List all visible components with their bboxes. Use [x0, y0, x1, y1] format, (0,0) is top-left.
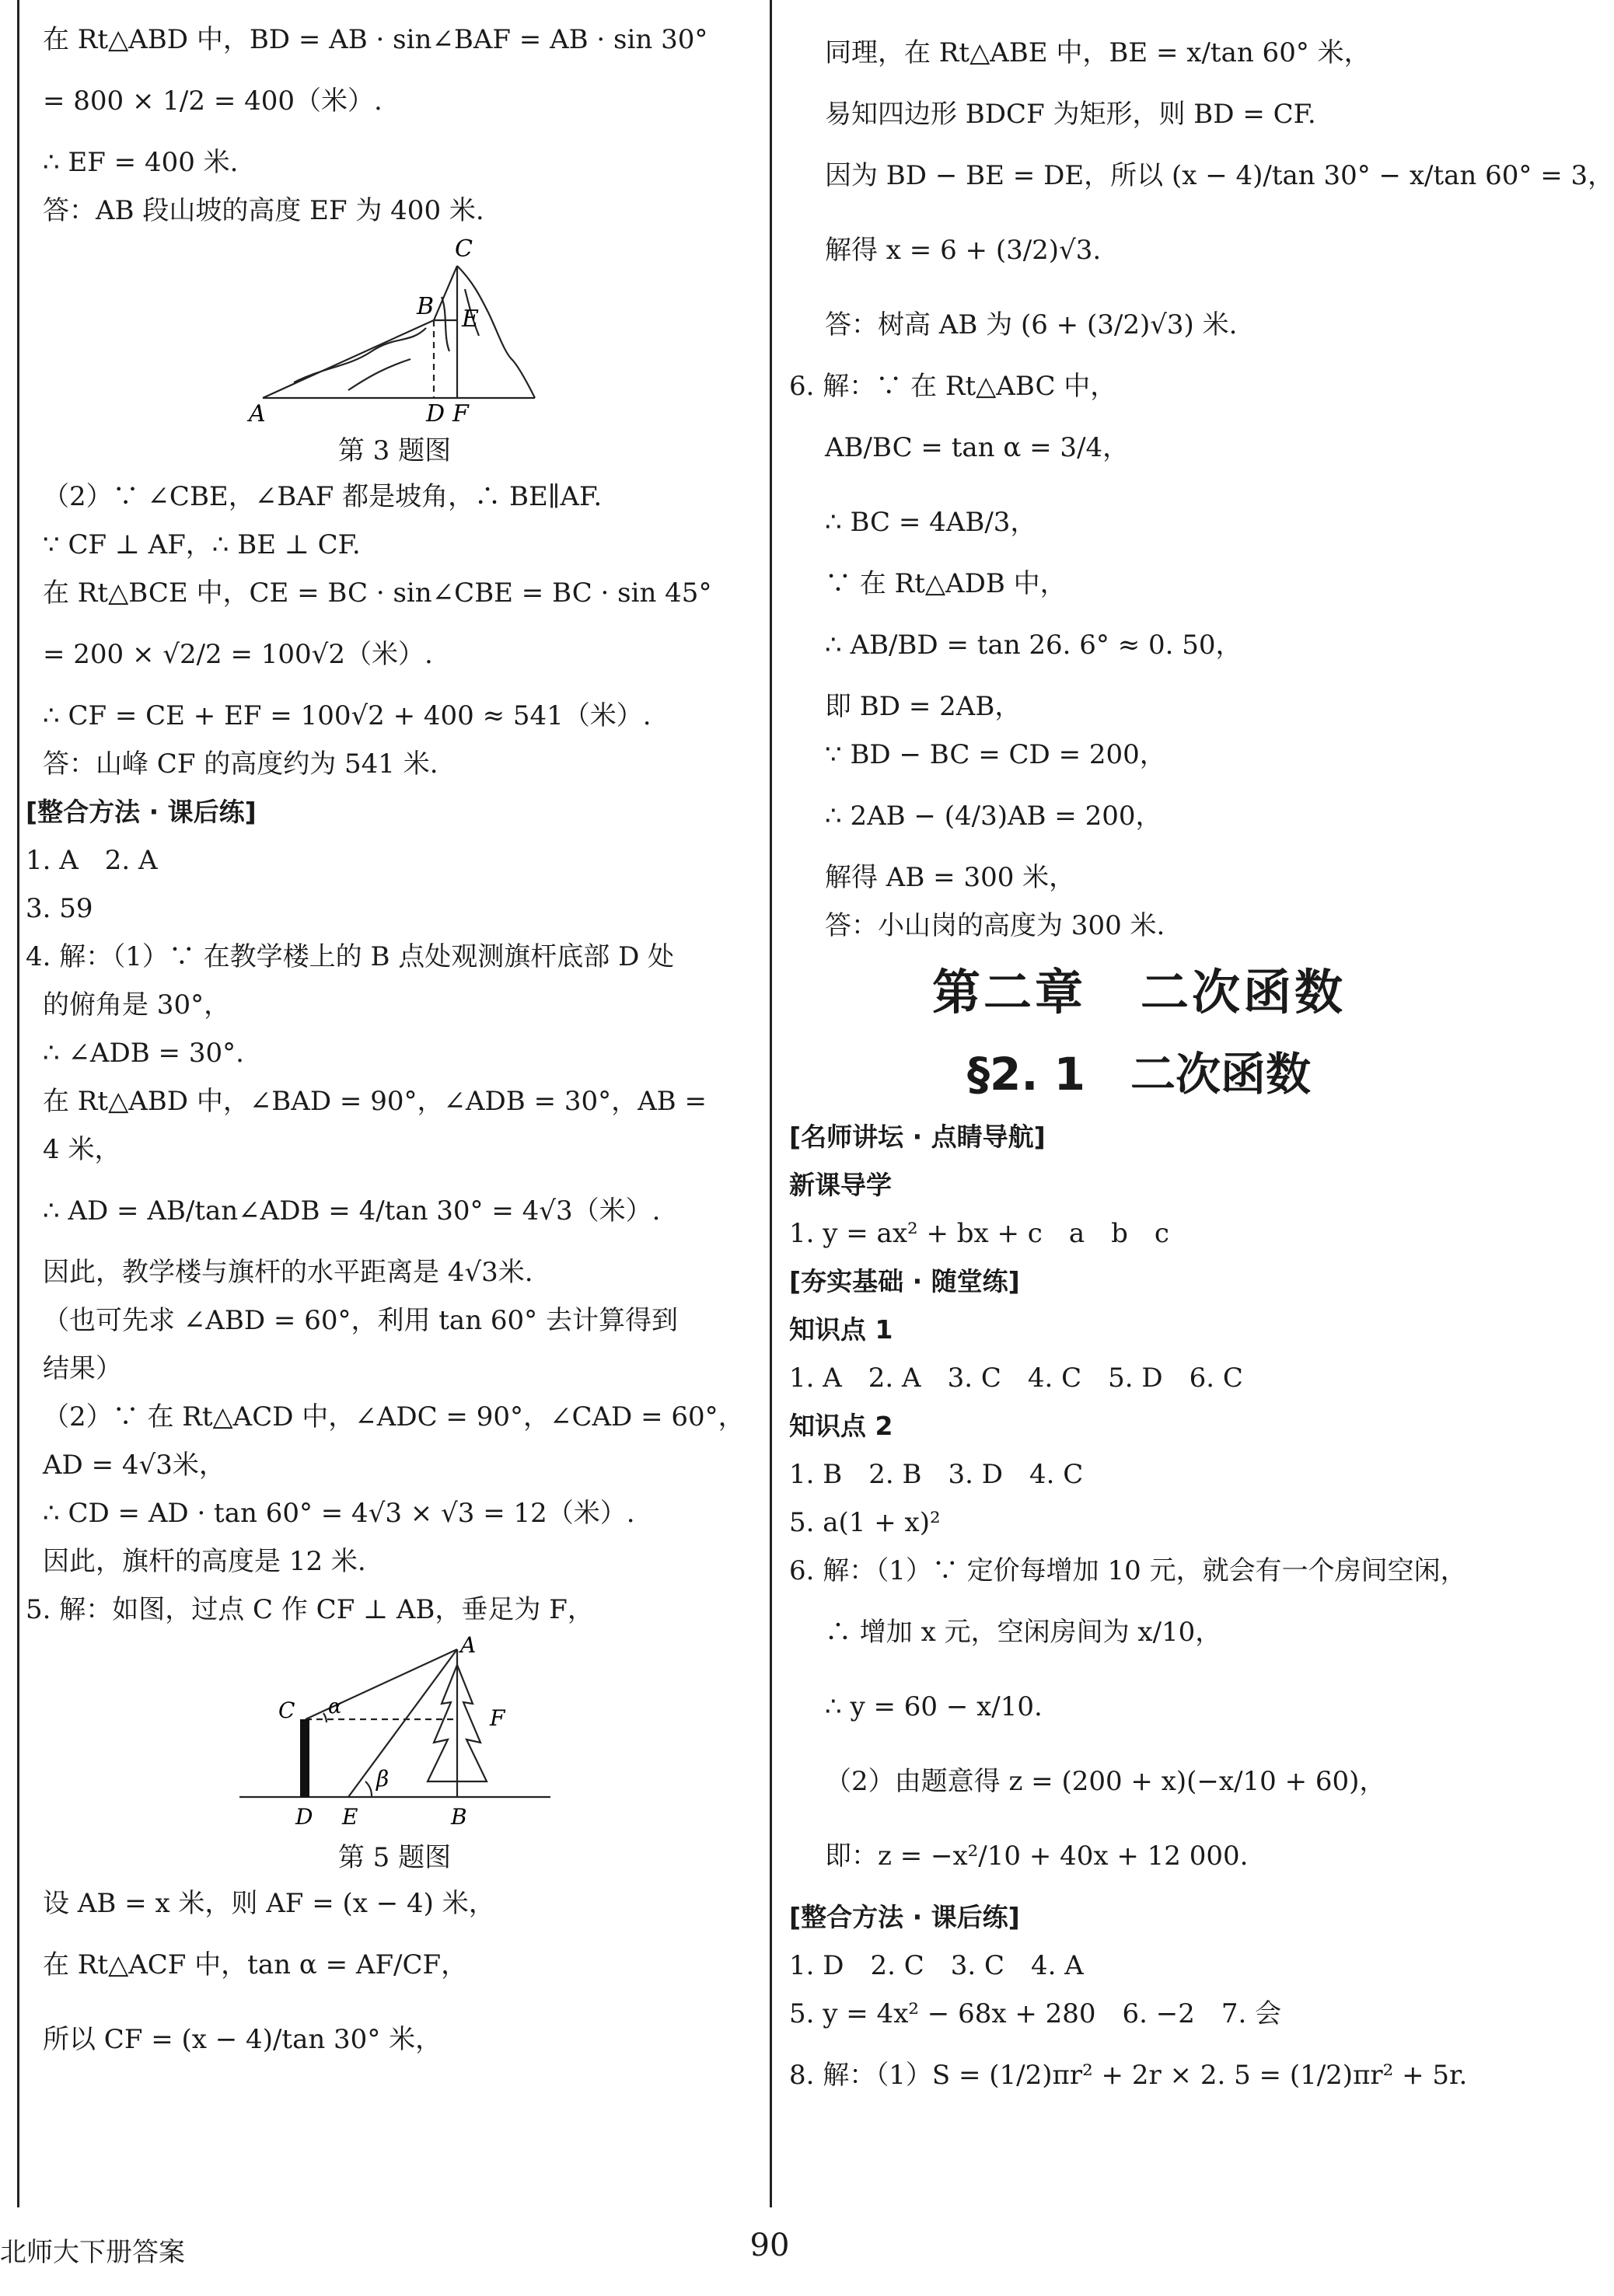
fig3-label-C: C [454, 236, 473, 263]
answer-line: 1. B 2. B 3. D 4. C [789, 1459, 1084, 1490]
answer-line: 1. A 2. A [26, 845, 158, 876]
text-line: 答：AB 段山坡的高度 EF 为 400 米. [43, 195, 484, 226]
text-line: = 800 × 1/2 = 400（米）. [43, 85, 383, 117]
text-line: 因为 BD − BE = DE，所以 (x − 4)/tan 30° − x/tan 60° = 3， [825, 160, 1614, 191]
column-divider [770, 0, 772, 2207]
text-line: （2）由题意得 z = (200 + x)(−x/10 + 60)， [825, 1766, 1386, 1797]
fig5-label-beta: β [376, 1766, 389, 1792]
text-line: ∴ AD = AB/tan∠ADB = 4/tan 30° = 4√3（米）. [43, 1195, 661, 1227]
text-line: 答：山峰 CF 的高度约为 541 米. [43, 748, 438, 780]
text-line: 因此，教学楼与旗杆的水平距离是 4√3米. [43, 1257, 533, 1288]
answer-line: 1. A 2. A 3. C 4. C 5. D 6. C [789, 1363, 1243, 1394]
text-line: 所以 CF = (x − 4)/tan 30° 米， [43, 2024, 442, 2055]
text-line: = 200 × √2/2 = 100√2（米）. [43, 639, 433, 670]
text-line: ∴ y = 60 − x/10. [825, 1691, 1043, 1722]
text-line: （2）∵ 在 Rt△ACD 中，∠ADC = 90°，∠CAD = 60°， [43, 1401, 745, 1432]
text-line: 解得 x = 6 + (3/2)√3. [825, 235, 1102, 266]
answer-line: 1. D 2. C 3. C 4. A [789, 1950, 1084, 1981]
fig3-label-F: F [452, 400, 469, 427]
text-line: 易知四边形 BDCF 为矩形，则 BD = CF. [825, 99, 1316, 130]
text-line: AB/BC = tan α = 3/4， [825, 432, 1130, 463]
figure-5-tree [232, 1634, 558, 1836]
text-line: ∴ EF = 400 米. [43, 147, 239, 178]
chapter-name: 二次函数 [1141, 964, 1347, 1021]
answer-line: 3. 59 [26, 893, 93, 924]
fig5-label-C: C [278, 1698, 295, 1723]
fig5-label-F: F [489, 1705, 505, 1731]
text-line: （2）∵ ∠CBE，∠BAF 都是坡角，∴ BE∥AF. [43, 481, 603, 512]
text-line: 答：树高 AB 为 (6 + (3/2)√3) 米. [825, 309, 1238, 340]
fig3-label-A: A [248, 400, 266, 427]
text-line: 的俯角是 30°， [43, 989, 231, 1021]
text-line: ∴ BC = 4AB/3， [825, 507, 1037, 538]
figure-5-caption: 第 5 题图 [337, 1842, 452, 1873]
text-line: ∵ CF ⊥ AF，∴ BE ⊥ CF. [43, 529, 361, 560]
subheading: 新课导学 [789, 1170, 892, 1200]
section-title: §2. 1 二次函数 [967, 1048, 1311, 1101]
text-line: ∵ BD − BC = CD = 200， [825, 739, 1166, 770]
flagpole-bar [300, 1719, 309, 1797]
text-line: 在 Rt△ABD 中，∠BAD = 90°，∠ADB = 30°，AB = [43, 1086, 707, 1117]
text-line: 解得 AB = 300 米， [825, 862, 1076, 893]
text-line: 即：z = −x²/10 + 40x + 12 000. [825, 1841, 1249, 1872]
section-heading: [整合方法 · 课后练] [26, 797, 257, 827]
text-line: 即 BD = 2AB， [825, 691, 1022, 722]
fig5-label-D: D [295, 1804, 313, 1830]
text-line: ∴ CD = AD · tan 60° = 4√3 × √3 = 12（米）. [43, 1498, 635, 1529]
fig5-label-E: E [341, 1804, 358, 1830]
right-column [789, 16, 1614, 2113]
answer-line: 5. a(1 + x)² [789, 1507, 941, 1538]
subheading: 知识点 2 [789, 1411, 893, 1441]
answer-line: 8. 解：（1）S = (1/2)πr² + 2r × 2. 5 = (1/2)πr² + 5r. [789, 2060, 1468, 2091]
fig3-label-B: B [416, 293, 434, 320]
fig3-label-E: E [461, 305, 479, 333]
fig5-label-alpha: α [327, 1695, 342, 1719]
text-line: ∴ 2AB − (4/3)AB = 200， [825, 801, 1162, 832]
text-line: 因此，旗杆的高度是 12 米. [43, 1546, 366, 1577]
fig5-label-A: A [459, 1632, 476, 1658]
answer-line: 5. y = 4x² − 68x + 280 6. −2 7. 会 [789, 1998, 1282, 2029]
section-heading: [夯实基础 · 随堂练] [789, 1266, 1020, 1296]
figure-3-mountain [232, 235, 558, 429]
text-line: ∴ ∠ADB = 30°. [43, 1038, 244, 1069]
chapter-heading [789, 950, 1489, 1035]
left-margin-rule [17, 0, 19, 2207]
text-line: ∵ 在 Rt△ADB 中， [825, 568, 1067, 599]
text-line: 4 米， [43, 1134, 121, 1165]
text-line: 在 Rt△BCE 中，CE = BC · sin∠CBE = BC · sin 45° [43, 577, 712, 609]
text-line: 答：小山岗的高度为 300 米. [825, 910, 1165, 941]
text-line: 5. 解：如图，过点 C 作 CF ⊥ AB，垂足为 F， [26, 1594, 594, 1625]
page-number: 90 [749, 2228, 790, 2263]
subheading: 知识点 1 [789, 1314, 893, 1345]
answer-line: 1. y = ax² + bx + c a b c [789, 1218, 1169, 1249]
fig5-label-B: B [450, 1804, 467, 1830]
text-line: （也可先求 ∠ABD = 60°，利用 tan 60° 去计算得到 [43, 1305, 678, 1336]
fig3-label-D: D [425, 400, 445, 427]
text-line: 设 AB = x 米，则 AF = (x − 4) 米， [43, 1888, 495, 1919]
text-line: 结果） [43, 1353, 122, 1384]
chapter-number: 第二章 [931, 964, 1086, 1021]
text-line: ∴ 增加 x 元，空闲房间为 x/10， [825, 1617, 1222, 1648]
left-column [26, 16, 746, 2077]
text-line: 在 Rt△ABD 中，BD = AB · sin∠BAF = AB · sin 30° [43, 24, 708, 55]
footer-book-title: 北师大下册答案 [0, 2237, 185, 2268]
section-heading: [整合方法 · 课后练] [789, 1902, 1020, 1932]
text-line: ∴ AB/BD = tan 26. 6° ≈ 0. 50， [825, 630, 1242, 661]
text-line: 在 Rt△ACF 中，tan α = AF/CF， [43, 1949, 468, 1980]
text-line: 4. 解：（1）∵ 在教学楼上的 B 点处观测旗杆底部 D 处 [26, 941, 675, 972]
text-line: 同理，在 Rt△ABE 中，BE = x/tan 60° 米， [825, 37, 1371, 68]
text-line: 6. 解：∵ 在 Rt△ABC 中， [789, 371, 1117, 402]
figure-3-caption: 第 3 题图 [337, 435, 452, 466]
text-line: ∴ CF = CE + EF = 100√2 + 400 ≈ 541（米）. [43, 700, 652, 731]
text-line: AD = 4√3米， [43, 1450, 225, 1481]
section-heading: [名师讲坛 · 点睛导航] [789, 1122, 1046, 1152]
text-line: 6. 解：（1）∵ 定价每增加 10 元，就会有一个房间空闲， [789, 1555, 1467, 1586]
